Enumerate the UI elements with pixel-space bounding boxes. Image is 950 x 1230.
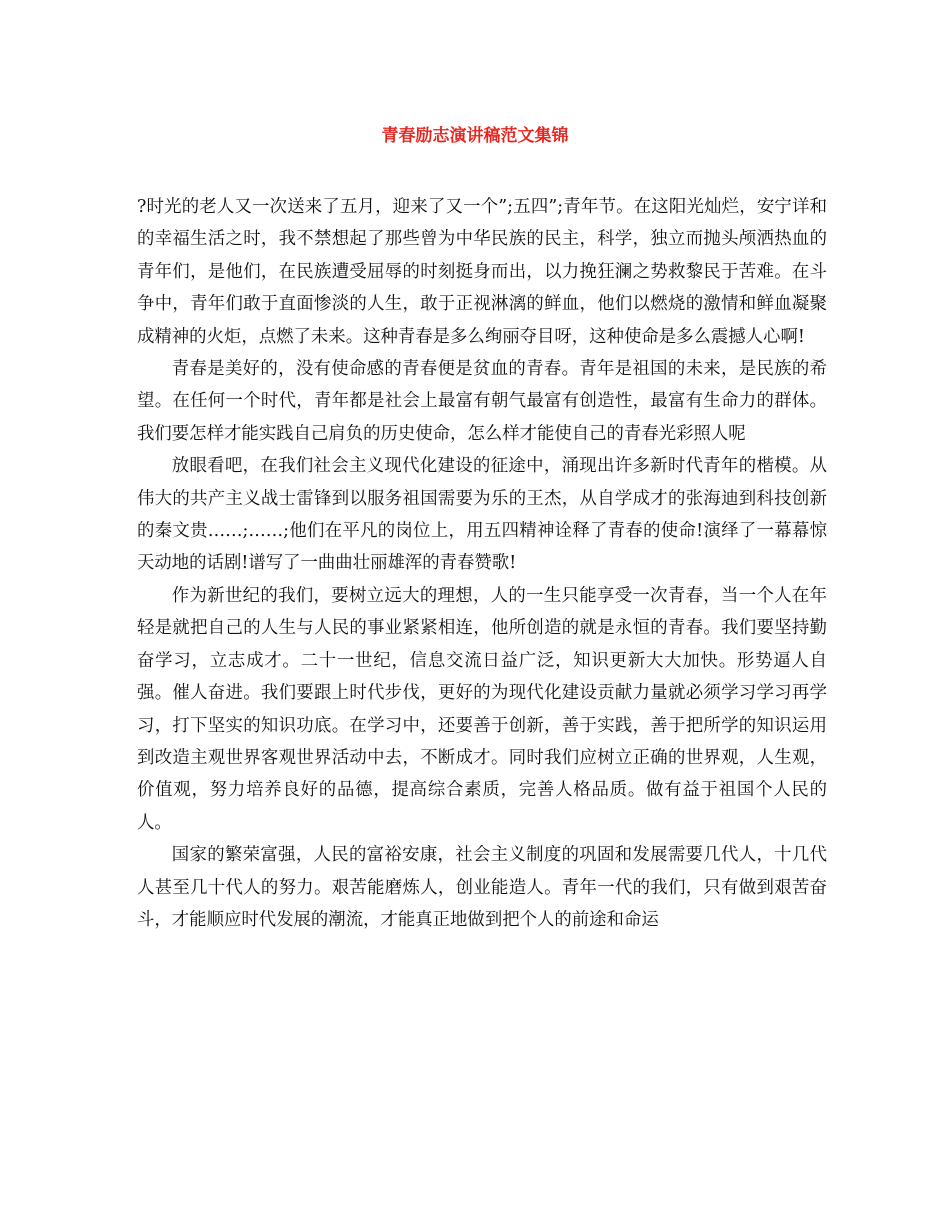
paragraph-1: ?时光的老人又一次送来了五月，迎来了又一个”;五四”;青年节。在这阳光灿烂，安宁详和的幸福生活之时，我不禁想起了那些曾为中华民族的民主，科学，独立而抛头颅洒热血的青年们，是他们，在民族遭受屈辱的时刻挺身而出，以力挽狂澜之势救黎民于苦难。在斗争中，青年们敢于直面惨淡的人生，敢于正视淋漓的鲜血，他们以燃烧的激情和鲜血凝聚成精神的火炬，点燃了未来。这种青春是多么绚丽夺目呀，这种使命是多么震撼人心啊!: [137, 197, 827, 347]
paragraph-4: 作为新世纪的我们，要树立远大的理想，人的一生只能享受一次青春，当一个人在年轻是就把自己的人生与人民的事业紧紧相连，他所创造的就是永恒的青春。我们要坚持勤奋学习，立志成才。二十一世纪，信息交流日益广泛，知识更新大大加快。形势逼人自强。催人奋进。我们要跟上时代步伐，更好的为现代化建设贡献力量就必须学习学习再学习，打下坚实的知识功底。在学习中，还要善于创新，善于实践，善于把所学的知识运用到改造主观世界客观世界活动中去，不断成才。同时我们应树立正确的世界观，人生观，价值观，努力培养良好的品德，提高综合素质，完善人格品质。做有益于祖国个人民的人。: [137, 585, 827, 833]
document-body: [137, 191, 827, 936]
paragraph-3: 放眼看吧，在我们社会主义现代化建设的征途中，涌现出许多新时代青年的楷模。从伟大的共产主义战士雷锋到以服务祖国需要为乐的王杰，从自学成才的张海迪到科技创新的秦文贵……;……;他们在平凡的岗位上，用五四精神诠释了青春的使命!演绎了一幕幕惊天动地的话剧!谱写了一曲曲壮丽雄浑的青春赞歌!: [137, 456, 827, 574]
paragraph-2: 青春是美好的，没有使命感的青春便是贫血的青春。青年是祖国的未来，是民族的希望。在任何一个时代，青年都是社会上最富有朝气最富有创造性，最富有生命力的群体。我们要怎样才能实践自己肩负的历史使命，怎么样才能使自己的青春光彩照人呢: [137, 359, 827, 444]
document-title: 青春励志演讲稿范文集锦: [381, 126, 569, 146]
paragraph-5: 国家的繁荣富强，人民的富裕安康，社会主义制度的巩固和发展需要几代人，十几代人甚至几十代人的努力。艰苦能磨炼人，创业能造人。青年一代的我们，只有做到艰苦奋斗，才能顺应时代发展的潮流，才能真正地做到把个人的前途和命运: [137, 845, 827, 930]
